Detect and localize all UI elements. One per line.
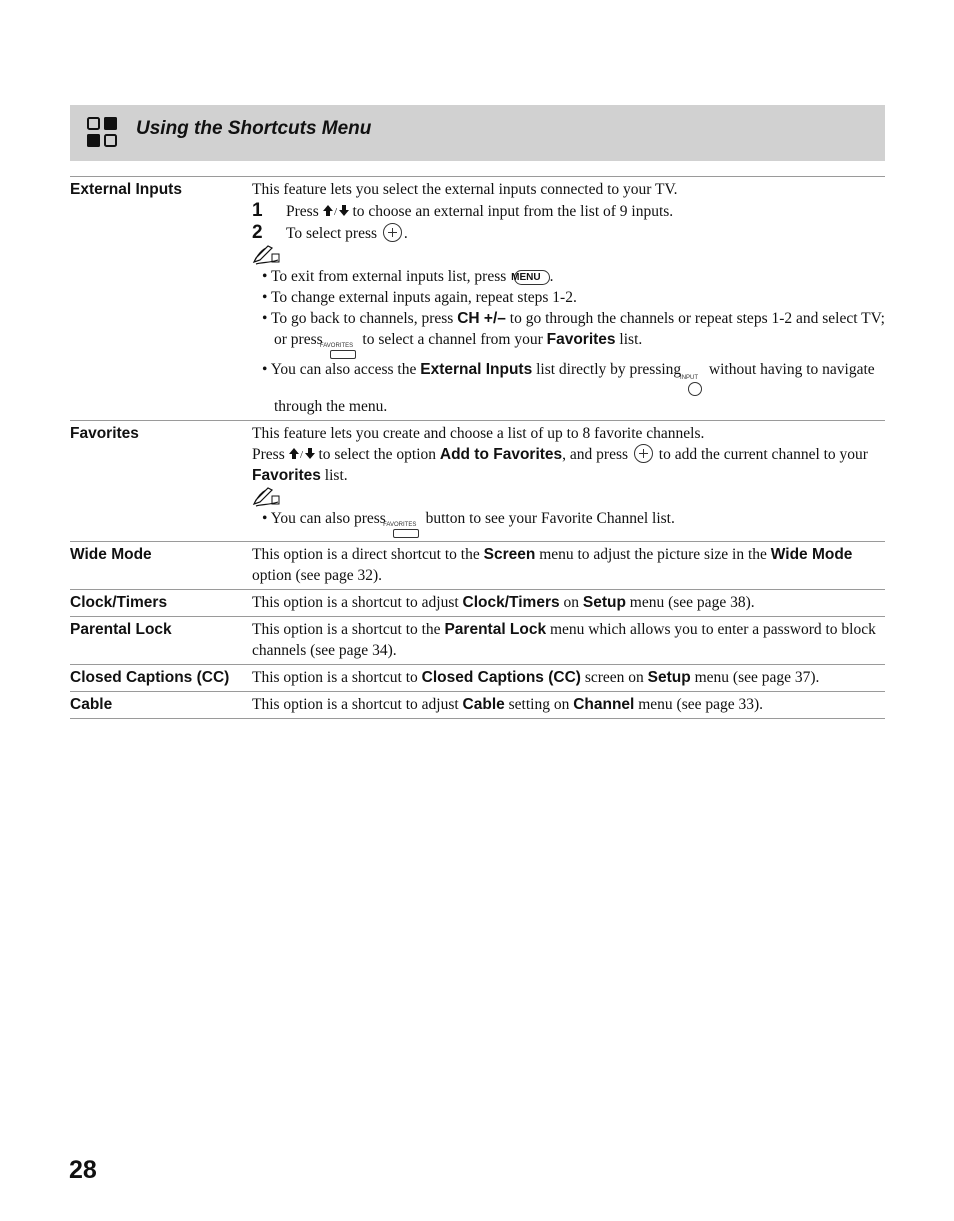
bold-text: Favorites — [252, 467, 321, 484]
table-row-external-inputs — [70, 177, 885, 421]
bold-text: Setup — [582, 594, 626, 611]
bold-text: Clock/Timers — [462, 594, 560, 611]
text: You can also press — [270, 510, 390, 527]
input-button-label: INPUT — [680, 375, 699, 381]
step-number: 1 — [252, 200, 263, 221]
favorites-button-icon — [383, 522, 419, 538]
text: To exit from external inputs list, press — [271, 268, 511, 285]
table-row-parental-lock — [70, 617, 885, 665]
text: without having to navigate through the menu. — [274, 361, 875, 415]
bold-text: Wide Mode — [770, 546, 853, 563]
table-row-clock-timers — [70, 590, 885, 617]
text: To go back to channels, press — [271, 310, 458, 327]
bold-text: External Inputs — [420, 361, 533, 378]
bold-text: Closed Captions (CC) — [421, 669, 581, 686]
step-number: 2 — [252, 222, 263, 243]
text: Press — [252, 446, 289, 463]
text: list directly by pressing — [532, 361, 686, 378]
text: This option is a shortcut to — [252, 669, 422, 686]
text: menu to adjust the picture size in the — [535, 546, 771, 563]
text: option (see page 32). — [252, 567, 382, 584]
term-closed-captions: Closed Captions (CC) — [70, 669, 230, 686]
favorites-button-label: FAVORITES — [383, 522, 417, 528]
button-key — [688, 382, 702, 396]
text: This option is a shortcut to adjust — [252, 594, 463, 611]
text: to add the current channel to your — [654, 446, 868, 463]
step-2 — [252, 222, 885, 244]
bold-text: Setup — [647, 669, 691, 686]
text: This option is a shortcut to adjust — [252, 696, 463, 713]
term-clock-timers: Clock/Timers — [70, 594, 168, 611]
table-row-closed-captions — [70, 665, 885, 692]
text: You can also access the — [270, 361, 421, 378]
text: To change external inputs again, repeat steps 1-2. — [271, 289, 577, 306]
text: , and press — [562, 446, 632, 463]
text: setting on — [504, 696, 574, 713]
svg-text:/: / — [333, 206, 337, 217]
table-row-wide-mode — [70, 542, 885, 590]
term-wide-mode: Wide Mode — [70, 546, 152, 563]
term-external-inputs: External Inputs — [70, 181, 182, 198]
note-pencil-icon — [252, 244, 885, 266]
note-bullet: • To exit from external inputs list, press MENU . — [262, 268, 554, 285]
desc-wide-mode — [252, 544, 885, 586]
text: menu (see page 33). — [634, 696, 764, 713]
text: menu which allows you to enter a password to block channels (see page 34). — [252, 621, 876, 659]
shortcuts-table — [70, 176, 885, 719]
term-cable: Cable — [70, 696, 113, 713]
desc-parental-lock — [252, 619, 885, 661]
menu-button-icon: MENU — [514, 270, 549, 285]
note-bullet: • To go back to channels, press CH +/– to go through the channels or repeat steps 1-2 and select TV; or press FAVORITES to select a channel from your Favorites list. — [252, 308, 885, 359]
text: To select press — [286, 225, 381, 242]
desc-external-inputs — [252, 179, 885, 417]
text: . — [549, 268, 554, 285]
text: This option is a direct shortcut to the — [252, 546, 484, 563]
button-key — [330, 350, 356, 359]
bold-text: Parental Lock — [444, 621, 547, 638]
up-down-arrows-icon — [289, 446, 315, 463]
step-2-text — [286, 223, 408, 244]
step-1 — [252, 200, 885, 222]
bold-text: Add to Favorites — [439, 446, 563, 463]
favorites-intro: This feature lets you create and choose a list of up to 8 favorite channels. — [252, 425, 705, 442]
text: This option is a shortcut to the — [252, 621, 445, 638]
text: button to see your Favorite Channel list. — [421, 510, 675, 527]
note-bullet: • To change external inputs again, repeat steps 1-2. — [262, 289, 577, 306]
desc-closed-captions — [252, 667, 885, 688]
svg-text:/: / — [299, 449, 303, 460]
term-parental-lock: Parental Lock — [70, 621, 172, 638]
favorites-instructions — [252, 444, 885, 486]
text: list. — [320, 467, 348, 484]
desc-clock-timers — [252, 592, 885, 613]
shortcuts-menu-icon — [87, 117, 117, 147]
text: menu (see page 38). — [625, 594, 755, 611]
bold-text: Channel — [573, 696, 635, 713]
section-banner — [70, 105, 885, 161]
bold-text: Cable — [462, 696, 505, 713]
term-favorites: Favorites — [70, 425, 139, 442]
page-number: 28 — [69, 1156, 97, 1184]
page-title: Using the Shortcuts Menu — [136, 118, 372, 139]
favorites-button-icon — [319, 343, 356, 359]
select-button-icon — [634, 444, 653, 463]
note-bullet: • You can also access the External Inputs list directly by pressing INPUT without having to navigate through the menu. — [262, 361, 875, 415]
desc-favorites — [252, 423, 885, 538]
up-down-arrows-icon — [323, 203, 349, 220]
note-pencil-icon — [252, 486, 885, 508]
external-inputs-intro: This feature lets you select the external inputs connected to your TV. — [252, 181, 678, 198]
text: screen on — [580, 669, 648, 686]
text: to select the option — [314, 446, 440, 463]
favorites-button-label: FAVORITES — [319, 343, 354, 349]
input-button-icon — [680, 375, 702, 396]
step-1-text — [286, 201, 673, 222]
text: . — [403, 225, 408, 242]
button-key — [393, 529, 419, 538]
text: to select a channel from your — [358, 331, 547, 348]
table-row-cable — [70, 692, 885, 719]
text: list. — [615, 331, 643, 348]
desc-cable — [252, 694, 885, 715]
text: to choose an external input from the list of 9 inputs. — [348, 203, 674, 220]
note-bullet: • You can also press FAVORITES button to see your Favorite Channel list. — [252, 508, 885, 538]
table-row-favorites — [70, 421, 885, 542]
text: menu (see page 37). — [690, 669, 820, 686]
text: on — [559, 594, 583, 611]
bold-text: Favorites — [546, 331, 616, 348]
text: to go through the channels or repeat steps 1-2 and select TV; or press — [274, 310, 885, 348]
bold-text: CH +/– — [457, 310, 506, 327]
select-button-icon — [383, 223, 402, 242]
bold-text: Screen — [483, 546, 536, 563]
text: Press — [286, 203, 323, 220]
